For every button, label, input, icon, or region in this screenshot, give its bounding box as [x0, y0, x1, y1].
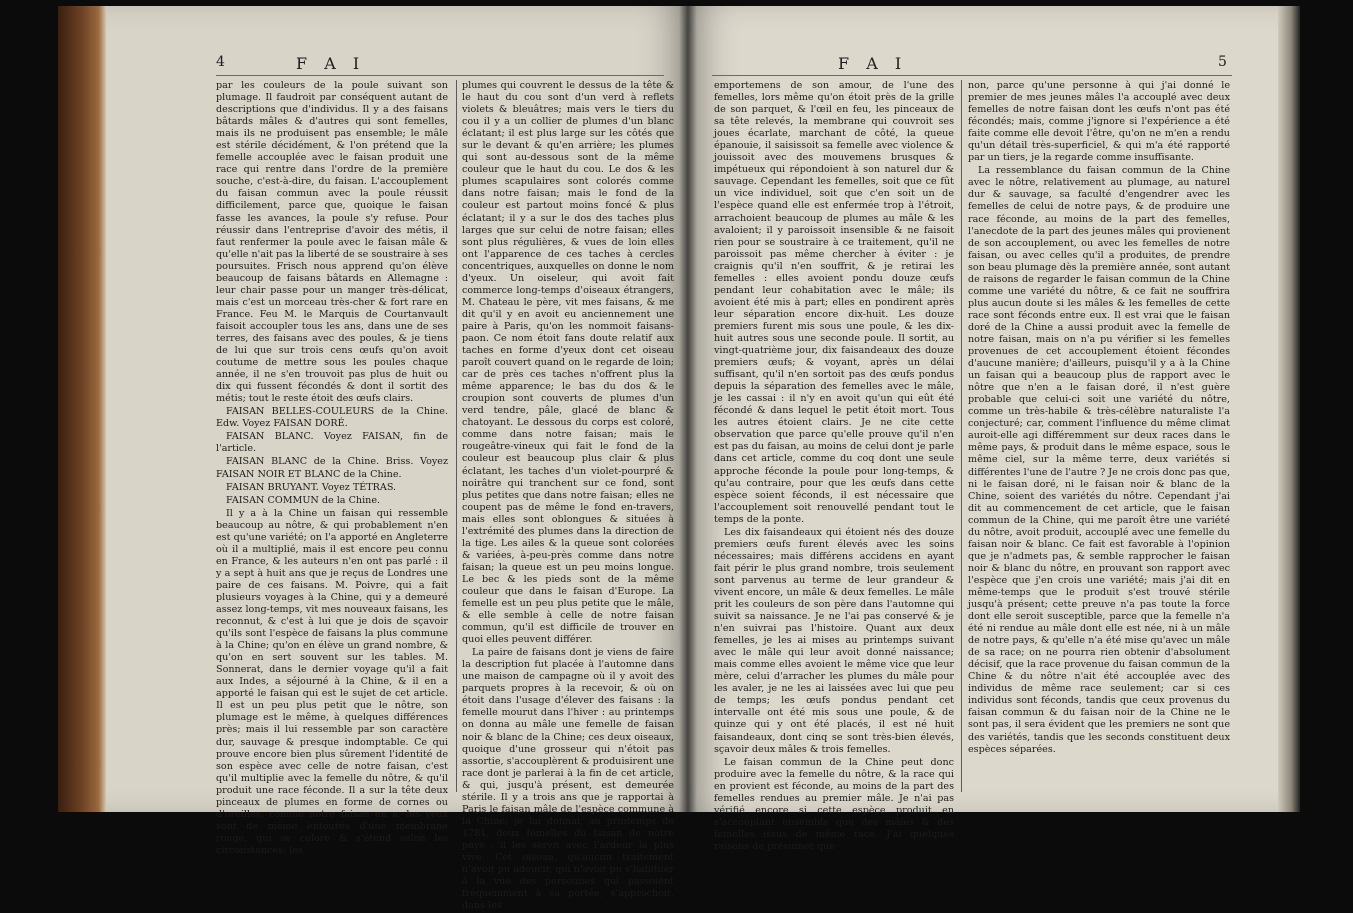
entry-heading: FAISAN BLANC de la Chine. Briss. Voyez FAISAN NOIR ET BLANC de la Chine.	[216, 456, 448, 480]
entry-heading: FAISAN COMMUN de la Chine.	[226, 494, 381, 506]
open-book	[58, 6, 1300, 912]
paragraph: La paire de faisans dont je viens de faire la description fut placée à l'automne dans une maison de campagne où il y avoit des parquets propres à la recevoir, & où on étoit dans l'usage d'élever des faisans : la femelle mourut dans l'hiver : au printemps on donna au mâle une femelle de faisan noir & blanc de la Chine; ces deux oiseaux, quoique d'une grosseur qui n'étoit pas assortie, s'accouplèrent & produisirent une race dont je parlerai à la fin de cet article, & qui, jusqu'à présent, est demeurée stérile. Il y a trois ans que je rapportai à Paris le faisan mâle de l'espèce commune à la Chine; je lui donnai, au printemps de 1781, deux femelles du faisan de notre pays : il les servit avec l'ardeur la plus vive. Cet oiseau, qu'aucun traitement n'avoit pu adoucir, qui n'avoit pu s'habituer à la vue des personnes qui passoient fréquemment à sa portée, s'approchoit, dans les	[462, 647, 674, 912]
right-header-rule	[712, 75, 1232, 76]
left-header-rule	[216, 75, 664, 76]
entry-heading: FAISAN BRUYANT. Voyez TÉTRAS.	[226, 481, 397, 493]
book-cover-edge-right	[1278, 6, 1300, 812]
entry-heading: FAISAN BLANC. Voyez FAISAN, fin de l'article.	[216, 431, 448, 455]
left-column-1	[216, 80, 448, 858]
left-page	[58, 6, 688, 912]
left-page-number: 4	[216, 54, 225, 70]
entry-heading: FAISAN BELLES-COULEURS de la Chine. Edw. Voyez FAISAN DORÉ.	[216, 406, 448, 430]
column-divider	[456, 80, 457, 792]
paragraph: Il y a à la Chine un faisan qui ressemble beaucoup au nôtre, & qui probablement n'en est qu'une variété; on l'a apporté en Angleterre où il a multiplié, mais il est encore peu connu en France, & les auteurs n'en ont pas parlé : il y a sept à huit ans que je reçus de Londres une paire de ces faisans. M. Poivre, qui a fait plusieurs voyages à la Chine, qui y a demeuré assez long-temps, vit mes nouveaux faisans, les reconnut, & c'est à lui que je dois de sçavoir qu'ils sont l'espèce de faisans la plus commune à la Chine; qu'on en élève un grand nombre, & qu'on en sert souvent sur les tables. M. Sonnerat, dans le dernier voyage qu'il a fait aux Indes, a séjourné à la Chine, & il en a apporté le faisan qui est le sujet de cet article. Il est un peu plus petit que le nôtre, son plumage est le même, à quelques différences près; mais il lui ressemble par son caractère dur, sauvage & presque indomptable. Ce qui prouve encore bien plus sûrement l'identité de son espèce avec celle de notre faisan, c'est qu'il multiplie avec la femelle du nôtre, & qu'il produit une race féconde. Il a sur la tête deux pinceaux de plumes en forme de cornes ou d'oreilles, comme notre faisan en a; les yeux sont de même entourés d'une membrane rouge, qui se colore & s'étend selon les circonstances; les	[216, 507, 448, 856]
paragraph: Le faisan commun de la Chine peut donc produire avec la femelle du nôtre, & la race qui en provient est féconde, au moins de la part des femelles rendues au premier mâle. Je n'ai pas vérifié encore si cette espèce produit en s'accouplant ensemble que des mâles & des femelles issus de même race. J'ai quelques raisons de présumer que	[714, 756, 954, 852]
paragraph: emportemens de son amour, de l'une des femelles, lors même qu'on étoit près de la grille de son parquet, & l'œil en feu, les pinceaux de sa tête relevés, la membrane qui couvroit ses joues écarlate, marchant de côté, la queue épanouie, il saisissoit sa femelle avec violence & jouissoit avec des mouvemens brusques & impétueux qui répondoient à son naturel dur & sauvage. Cependant les femelles, soit que ce fût un vice individuel, soit que c'en soit un de l'espèce quand elle est enfermée trop à l'étroit, arrachoient beaucoup de plumes au mâle & les avaloient; il y paroissoit insensible & ne faisoit rien pour se soustraire à ce traitement, qu'il ne paroissoit pas même chercher à éviter : je craignis qu'il n'en souffrit, & je retirai les femelles : elles avoient pondu douze œufs pendant leur cohabitation avec le mâle; ils avoient été mis à part; elles en pondirent après leur séparation encore dix-huit. Les douze premiers furent mis sous une poule, & les dix-huit autres sous une seconde poule. Il sortit, au vingt-quatrième jour, dix faisandeaux des douze premiers œufs; & voyant, après un délai suffisant, qu'il n'en sortoit pas des œufs pondus depuis la séparation des femelles avec le mâle, je les cassai : il n'y en avoit qu'un qui eût été fécondé & dans lequel le petit étoit mort. Tous les autres étoient clairs. Je ne cite cette observation que parce qu'elle prouve qu'il n'en est pas du faisan, au moins de celui dont je parle dans cet article, comme du coq dont une seule approche féconde la poule pour long-temps, & qu'au contraire, pour que les œufs dans cette espèce soient féconds, il est nécessaire que l'accouplement soit renouvellé pendant tout le temps de la ponte.	[714, 80, 954, 525]
left-column-2	[462, 80, 674, 913]
right-page	[688, 6, 1300, 852]
right-page-number: 5	[1218, 54, 1227, 70]
book-gutter	[679, 6, 697, 812]
book-cover-edge-left	[58, 6, 106, 812]
paragraph: non, parce qu'une personne à qui j'ai donné le premier de mes jeunes mâles l'a accouplé avec deux femelles de notre faisan dont les œufs n'ont pas été fécondés; mais, comme j'ignore si l'expérience a été faite comme elle devoit l'être, qu'on ne m'en a rendu qu'un détail très-superficiel, & qui m'a été rapporté par un tiers, je la regarde comme insuffisante.	[968, 80, 1230, 164]
right-running-head: F A I	[838, 54, 908, 73]
paragraph: La ressemblance du faisan commun de la Chine avec le nôtre, relativement au plumage, au naturel dur & sauvage, sa faculté d'engendrer avec les femelles de celui de notre pays, & de produire une race féconde, au moins de la part des femelles, l'anecdote de la part des jeunes mâles qui provienent de son accouplement, ou avec les femelles de notre faisan, ou avec celles qu'il a produites, de prendre son beau plumage dès la première année, sont autant de raisons de regarder le faisan commun de la Chine comme une variété du nôtre, & ce fait ne souffrira plus aucun doute si les mâles & les femelles de cette race sont féconds entre eux. Il est vrai que le faisan doré de la Chine a aussi produit avec la femelle de notre faisan, mais on n'a pu vérifier si les femelles provenues de cet accouplement étoient fécondes d'aucune manière; d'ailleurs, puisqu'il y a à la Chine un faisan qui a beaucoup plus de rapport avec le nôtre que n'en a le faisan doré, il n'est guère probable que celui-ci soit une variété du nôtre, comme un très-habile & très-célèbre naturaliste l'a conjecturé; car, comment l'influence du même climat auroit-elle agi différemment sur deux races dans le même pays, & produit dans le même espace, sous le même ciel, sur la même terre, deux variétés si différentes l'une de l'autre ? Je ne crois donc pas que, ni le faisan doré, ni le faisan noir & blanc de la Chine, soient des variétés du nôtre. Cependant j'ai dit au commencement de cet article, que le faisan commun de la Chine, qui me paroît être une variété du nôtre, avoit produit, accouplé avec une femelle du faisan noir & blanc. Ce fait est favorable à l'opinion que je n'admets pas, & semble rapprocher le faisan noir & blanc du nôtre, en prouvant son rapport avec l'espèce que j'en crois une variété; mais j'ai dit en même-temps que le produit s'est trouvé stérile jusqu'à présent; cette preuve n'a pas toute la force dont elle seroit susceptible, parce que la femelle n'a été ni rendue au mâle dont elle est née, ni à un mâle de notre pays, & qu'elle n'a été mise qu'avec un mâle de sa race; on ne pourra rien obtenir d'absolument décisif, que la race provenue du faisan commun de la Chine & du nôtre n'ait été accouplée avec des individus de même race seulement; car si ces individus sont féconds, tandis que ceux provenus du faisan commun & du faisan noir de la Chine ne le sont pas, il sera évident que les premiers ne sont que des variétés, tandis que les seconds constituent deux espèces séparées.	[968, 165, 1230, 755]
left-running-head: F A I	[296, 54, 366, 73]
paragraph: plumes qui couvrent le dessus de la tête & le haut du cou sont d'un verd à reflets violets & bleuâtres; mais vers le tiers du cou il y a un collier de plumes d'un blanc éclatant; il est plus large sur les côtés que sur le devant & qu'en arrière; les plumes qui sont au-dessous sont de la même couleur que le haut du cou. Le dos & les plumes scapulaires sont colorés comme dans notre faisan; mais le fond de la couleur est partout moins foncé & plus éclatant; il y a sur le dos des taches plus larges que sur celui de notre faisan; elles sont plus régulières, & vues de loin elles ont l'apparence de ces taches à cercles concentriques, auxquelles on donne le nom d'yeux. Un oiseleur, qui avoit fait commerce long-temps d'oiseaux étrangers, M. Chateau le père, vit mes faisans, & me dit qu'il y en avoit eu anciennement une paire à Paris, qu'on les nommoit faisans-paon. Ce nom étoit fans doute relatif aux taches en forme d'yeux dont cet oiseau paroît couvert quand on le regarde de loin; car de près ces taches n'offrent plus la même apparence; le bas du dos & le croupion sont couverts de plumes d'un verd tendre, pâle, glacé de blanc & chatoyant. Le dessous du corps est coloré, comme dans notre faisan; mais le rougeâtre-vineux qui fait le fond de la couleur est beaucoup plus clair & plus éclatant, les taches d'un violet-pourpré & noirâtre qui tranchent sur ce fond, sont plus petites que dans notre faisan; elles ne coupent pas de même le fond en-travers, mais elles sont oblongues & situées à l'extrémité des plumes dans la direction de la tige. Les ailes & la queue sont colorées & variées, à-peu-près comme dans notre faisan; la queue est un peu moins longue. Le bec & les pieds sont de la même couleur que dans le faisan d'Europe. La femelle est un peu plus petite que le mâle, & elle semble à celle de notre faisan commun, qu'il est difficile de trouver en quoi elles peuvent différer.	[462, 80, 674, 646]
column-divider	[961, 80, 962, 792]
paragraph: par les couleurs de la poule suivant son plumage. Il faudroit par conséquent autant de descriptions que d'individus. Il y a des faisans bâtards mâles & d'autres qui sont femelles, mais ils ne produisent pas ensemble; le mâle est stérile décidément, & l'on prétend que la femelle accouplée avec le faisan produit une race qui rentre dans l'ordre de la première souche, c'est-à-dire, du faisan. L'accouplement du faisan commun avec la poule réussit difficilement, parce que, quoique le faisan fasse les avances, la poule s'y refuse. Pour réussir dans l'entreprise d'avoir des métis, il faut renfermer la poule avec le faisan mâle & qu'elle n'ait pas la liberté de se soustraire à ses poursuites. Frisch nous apprend qu'on élève beaucoup de faisans bâtards en Allemagne : leur chair passe pour un manger très-délicat, mais c'est un morceau très-cher & fort rare en France. Feu M. le Marquis de Courtanvault faisoit accoupler tous les ans, dans une de ses terres, des faisans avec des poules, & je tiens de lui que sur trois cens œufs qu'on avoit coutume de mettre sous les poules chaque année, il ne s'en trouvoit pas plus de huit ou dix qui fussent fécondés & dont il sortit des métis; tout le reste étoit des œufs clairs.	[216, 80, 448, 405]
paragraph: Les dix faisandeaux qui étoient nés des douze premiers œufs furent élevés avec les soins nécessaires; mais différens accidens en ayant fait périr le plus grand nombre, trois seulement sont parvenus au terme de leur grandeur & vivent encore, un mâle & deux femelles. Le mâle prit les couleurs de son père dans l'automne qui suivit sa naissance. Je ne l'ai pas conservé & je n'en suivrai pas l'histoire. Quant aux deux femelles, je les ai mises au printemps suivant avec le mâle qui leur avoit donné naissance; mais comme elles avoient le même vice que leur mère, celui d'arracher les plumes du mâle pour les avaler, je ne les ai laissées avec lui que peu de temps; les œufs pondus pendant cet intervalle ont été mis sous une poule, & de quinze qui y ont été placés, il est né huit faisandeaux, dont cinq se sont très-bien élevés, sçavoir deux mâles & trois femelles.	[714, 526, 954, 755]
right-column-1	[714, 80, 954, 854]
right-column-2	[968, 80, 1230, 757]
